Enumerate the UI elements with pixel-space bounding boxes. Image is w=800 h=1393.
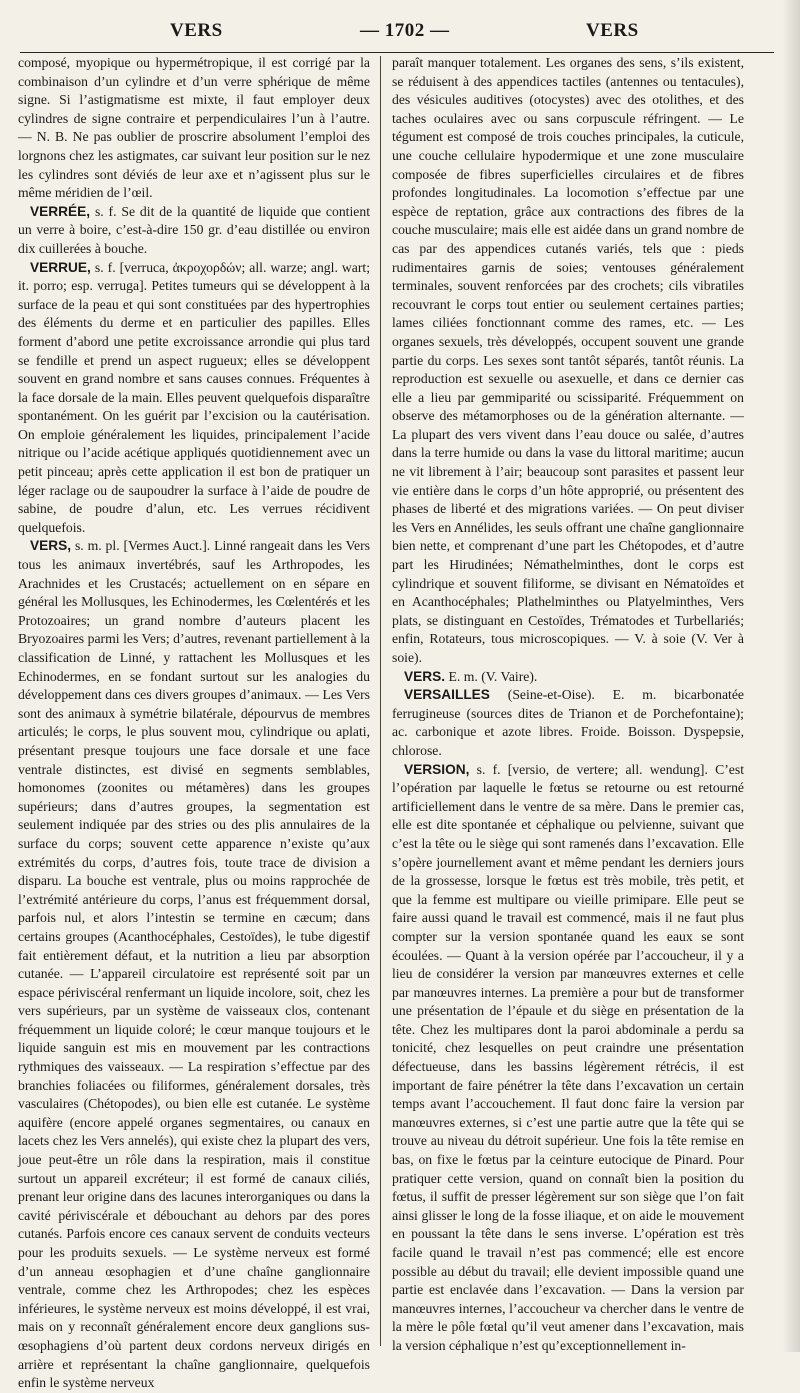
entry-text: E. m. (V. Vaire). xyxy=(448,668,538,684)
entry-text: s. f. [verruca, ἀκροχορδών; all. warze; angl. wart; it. porro; esp. verruga]. Petites tumeurs qui se développent à la surface de la peau et qui sont constituées par des hypertrophies des éléments du derme et en particulier des papilles. Elles forment d’abord une petite excroissance arrondie qui plus tard se fendille et prend un aspect rugueux; elles se développent souvent en grand nombre et sans causes connues. Fréquentes à la face dorsale de la main. Elles peuvent quelquefois disparaître spontanément. On les guérit par l’excision ou la cautérisation. On emploie généralement les liquides, principalement l’acide nitrique ou l’acide acétique appliqués quotidiennement avec un petit pinceau; après cette application il est bon de pratiquer un léger raclage ou de saupoudrer la surface à l’aide de poudre de sabine, de poudre d’alun, etc. Les verrues récidivent quelquefois. xyxy=(18,259,370,535)
entry-version xyxy=(392,761,744,1356)
entry-continuation xyxy=(18,54,370,203)
column-divider xyxy=(380,56,381,1346)
header-left-word: VERS xyxy=(170,20,223,41)
entry-vers xyxy=(18,537,370,1392)
entry-versailles xyxy=(392,686,744,760)
entry-text: (Seine-et-Oise). E. m. bicarbonatée ferrugineuse (sources dites de Trianon et de Porchefontaine); ac. carbonique et azote libres. Froide. Boisson. Dyspepsie, chlorose. xyxy=(392,687,744,758)
entry-text: s. f. [versio, de vertere; all. wendung]. C’est l’opération par laquelle le fœtus se retourne ou est retourné artificiellement dans le ventre de sa mère. Dans le premier cas, elle est dite spontanée et céphalique ou pelvienne, suivant que c’est la tête ou le siège qui sont ramenés dans l’excavation. Elle s’opère journellement avant et même pendant les derniers jours de la grossesse, lorsque le fœtus est très mobile, très petit, et que la femme est multipare ou vieille primipare. Elle peut se faire aussi quand le travail est commencé, mais il ne faut plus compter sur la version spontanée quand les eaux se sont écoulées. — Quant à la version opérée par l’accoucheur, il y a lieu de considérer la version par manœuvres externes et celle par manœuvres internes. La première a pour but de transformer une présentation de l’épaule et du siège en présentation de la tête. Chez les multipares dont la paroi abdominale a perdu sa tonicité, chez lesquelles on peut craindre une présentation défectueuse, dans les bassins légèrement rétrécis, il est important de faire pénétrer la tête dans l’excavation un certain temps avant l’accouchement. Il faut donc faire la version par manœuvres externes, si c’est une partie autre que la tête qui se trouve au niveau du détroit supérieur. Une fois la tête remise en bas, on fixe le fœtus par la ceinture eutocique de Pinard. Pour pratiquer cette version, quand on connaît bien la position du fœtus, il suffit de presser légèrement sur son siège que l’on fait ainsi glisser le long de la fosse iliaque, et on aide le mouvement en poussant la tête dans le sens inverse. L’opération est très facile quand le travail n’est pas commencé; elle est encore possible au début du travail; elle devient impossible quand une partie est enclavée dans l’excavation. — Dans la version par manœuvres internes, l’accoucheur va chercher dans le ventre de la mère le pôle fœtal qu’il veut amener dans l’excavation, mais la version céphalique n’est qu’exceptionnellement in- xyxy=(392,761,745,1353)
entry-vers-eaux xyxy=(392,668,744,687)
page-number: — 1702 — xyxy=(360,20,450,41)
header-right-word: VERS xyxy=(586,20,639,41)
left-column xyxy=(18,54,371,1391)
entry-headword: VERSAILLES xyxy=(404,687,490,703)
right-column xyxy=(392,54,745,1353)
entry-headword: VERSION, xyxy=(404,761,470,777)
entry-continuation xyxy=(392,54,744,668)
entry-text: composé, myopique ou hypermétropique, il est corrigé par la combinaison d’un cylindre et d’un verre sphérique de même signe. Si l’astigmatisme est mixte, il faut employer deux cylindres de signe contraire et perpendiculaires l’un à l’autre. — N. B. Ne pas oublier de proscrire absolument l’emploi des lorgnons chez les astigmates, car suivant leur position sur le nez les cylindres sont déviés de leur axe et n’agissent plus sur le même méridien de l’œil. xyxy=(18,55,370,201)
header-rule xyxy=(20,52,774,53)
entry-verrue xyxy=(18,259,370,538)
entry-headword: VERS. xyxy=(404,668,446,684)
entry-headword: VERRÉE, xyxy=(30,203,91,219)
entry-text: paraît manquer totalement. Les organes des sens, s’ils existent, se réduisent à des appendices tactiles (antennes ou tentacules), des vésicules auditives (otocystes) avec des otolithes, et des taches oculaires avec ou sans corpuscule réfringent. — Le tégument est composé de trois couches principales, la cuticule, une couche cellulaire hypodermique et une zone musculaire composée de fibres superficielles circulaires et de fibres profondes longitudinales. La locomotion s’effectue par une espèce de reptation, grâce aux contractions des fibres de la couche musculaire; mais elle est aidée dans un grand nombre de cas par des appendices cutanés variés, tels que : pieds rudimentaires garnis de soies; ventouses généralement terminales, souvent renforcées par des crochets; cils vibratiles recouvrant le corps tout entier ou seulement certaines parties; lames ciliées fonctionnant comme des rames, etc. — Les organes sexuels, très développés, occupent souvent une grande partie du corps. Les sexes sont tantôt séparés, tantôt réunis. La reproduction est sexuelle ou asexuelle, et dans ce dernier cas elle a lieu par gemmiparité ou scissiparité. Fréquemment on observe des métamorphoses ou de la génération alternante. — La plupart des vers vivent dans l’eau douce ou salée, d’autres dans la terre humide ou dans la vase du littoral maritime; aucun ne vit librement à l’air; beaucoup sont parasites et passent leur vie entière dans le corps d’un hôte approprié, ou présentent des phases de liberté et des migrations variées. — On peut diviser les Vers en Annélides, les seuls offrant une chaîne ganglionnaire bien nette, et comprenant d’une part les Chétopodes, et d’autre part les Hirudinées; Némathelminthes, dont le corps est cylindrique et souvent filiforme, se divisant en Nématoïdes et en Acanthocéphales; Plathelminthes ou Platyelminthes, Vers plats, se distinguant en Cestoïdes, Trématodes et Turbellariés; enfin, Rotateurs, tous microscopiques. — V. à soie (V. Ver à soie). xyxy=(392,55,744,665)
entry-headword: VERRUE, xyxy=(30,259,91,275)
entry-text: s. f. Se dit de la quantité de liquide que contient un verre à boire, c’est-à-dire 150 gr. d’eau distillée ou environ dix cuillerées à bouche. xyxy=(18,203,371,256)
entry-headword: VERS, xyxy=(30,538,72,554)
running-header xyxy=(20,18,774,52)
entry-text: s. m. pl. [Vermes Auct.]. Linné rangeait dans les Vers tous les animaux invertébrés, sauf les Arthropodes, les Arachnides et les Crustacés; actuellement on en sépare en général les Mollusques, les Echinodermes, les Cœlentérés et les Protozoaires; un grand nombre d’auteurs placent les Bryozoaires parmi les Vers; d’autres, revenant partiellement à la classification de Linné, y rattachent les Mollusques et les Echinodermes, en se fondant surtout sur les analogies du développement dans ces divers groupes d’animaux. — Les Vers sont des animaux à symétrie bilatérale, dépourvus de membres articulés; le corps, le plus souvent mou, cylindrique ou aplati, présentant presque toujours une face dorsale et une face ventrale distinctes, est divisé en segments semblables, homonomes (zoonites ou métamères) dans les groupes supérieurs; dans d’autres groupes, la segmentation est seulement indiquée par des stries ou des plis annulaires de la surface du corps; souvent cette apparence n’existe qu’aux extrémités du corps, d’autres fois, toute trace de division a disparu. La bouche est ventrale, plus ou moins rapprochée de l’extrémité antérieure du corps, l’anus est fréquemment dorsal, parfois nul, et alors l’intestin se termine en cæcum; dans certains groupes (Acanthocéphales, Cestoïdes), le tube digestif fait entièrement défaut, et la nutrition a lieu par absorption cutanée. — L’appareil circulatoire est représenté soit par un espace périviscéral renfermant un liquide incolore, soit, chez les vers supérieurs, par un système de vaisseaux clos, contenant fréquemment un liquide coloré; le cœur manque toujours et le liquide sanguin est mis en mouvement par les contractions rythmiques des vaisseaux. — La respiration s’effectue par des branchies foliacées ou filiformes, généralement dorsales, très vasculaires (Chétopodes), ou bien elle est cutanée. Le système aquifère (encore appelé organes segmentaires, ou canaux en lacets chez les Vers annelés), qui existe chez la plupart des vers, joue peut-être un rôle dans la respiration, mais il constitue surtout un appareil excréteur; il est formé de canaux ciliés, prenant leur origine dans des lacunes interorganiques ou dans la cavité périviscérale et débouchant au dehors par des pores cutanés. Parfois encore ces canaux servent de conduits vecteurs pour les produits sexuels. — Le système nerveux est formé d’un anneau œsophagien et d’une chaîne ganglionnaire ventrale, comme chez les Arthropodes; chez les espèces inférieures, le système nerveux est moins développé, il est vrai, mais on y reconnaît généralement encore deux ganglions sus-œsophagiens d’où partent deux cordons nerveux dirigés en arrière et représentant la chaîne ganglionnaire, quelquefois enfin le système nerveux xyxy=(18,538,371,1391)
entry-verree xyxy=(18,203,370,259)
